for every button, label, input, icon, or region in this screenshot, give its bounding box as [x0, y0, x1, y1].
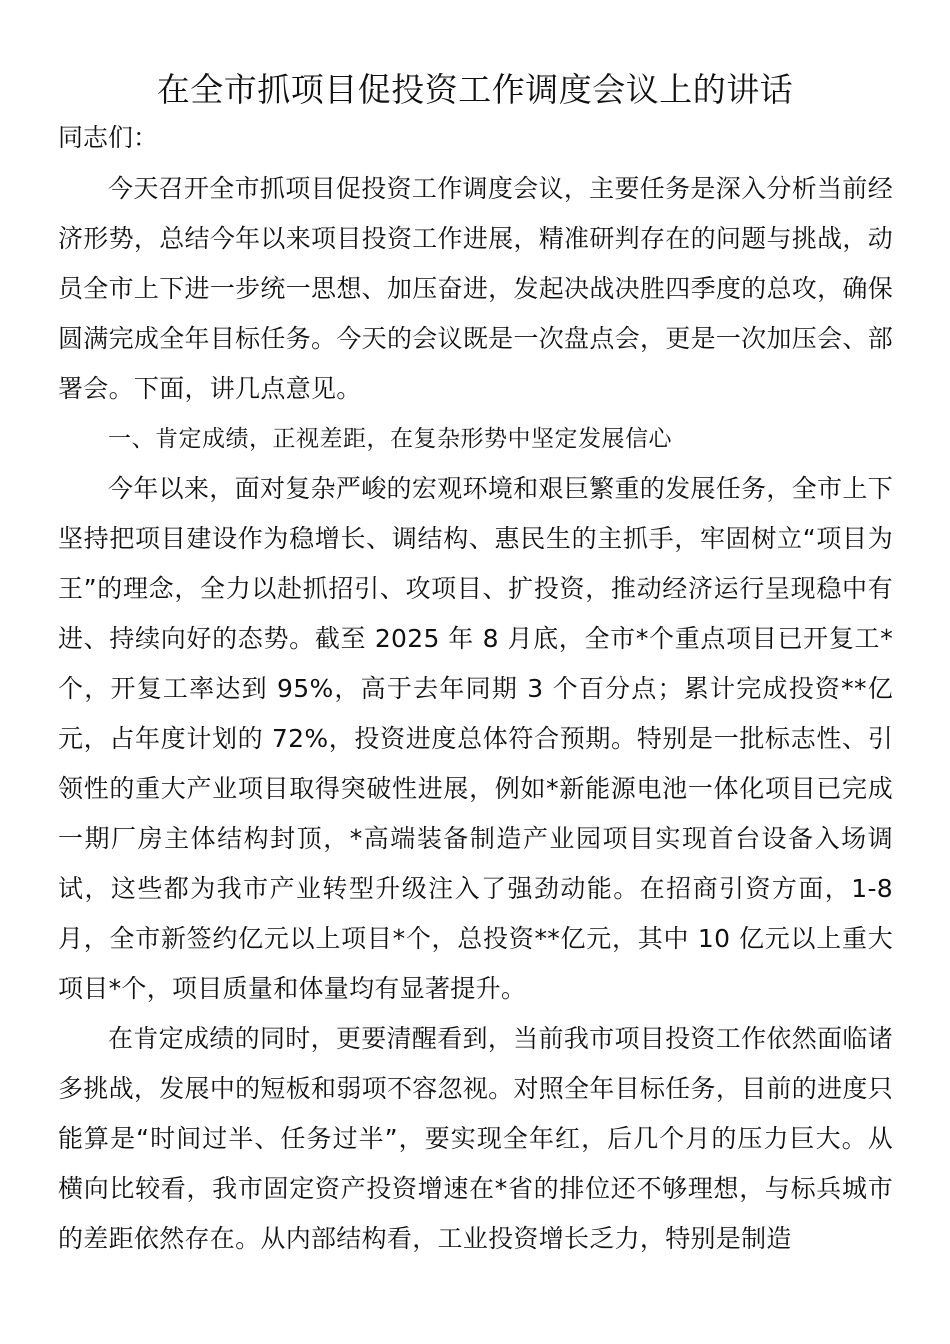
salutation: 同志们： [58, 123, 159, 152]
paragraph-intro: 今天召开全市抓项目促投资工作调度会议，主要任务是深入分析当前经济形势，总结今年以来项目投资工作进展，精准研判存在的问题与挑战，动员全市上下进一步统一思想、加压奋进，发起决战决胜四季度的总攻，确保圆满完成全年目标任务。今天的会议既是一次盘点会，更是一次加压会、部署会。下面，讲几点意见。 [58, 174, 893, 403]
document-body [58, 164, 893, 1264]
document-title: 在全市抓项目促投资工作调度会议上的讲话 [156, 70, 794, 109]
paragraph-challenges: 在肯定成绩的同时，更要清醒看到，当前我市项目投资工作依然面临诸多挑战，发展中的短板和弱项不容忽视。对照全年目标任务，目前的进度只能算是“时间过半、任务过半”，要实现全年红，后几个月的压力巨大。从横向比较看，我市固定资产投资增速在*省的排位还不够理想，与标兵城市的差距依然存在。从内部结构看，工业投资增长乏力，特别是制造 [58, 1024, 893, 1253]
section-heading-1: 一、肯定成绩，正视差距，在复杂形势中坚定发展信心 [108, 426, 672, 452]
paragraph-achievements: 今年以来，面对复杂严峻的宏观环境和艰巨繁重的发展任务，全市上下坚持把项目建设作为稳增长、调结构、惠民生的主抓手，牢固树立“项目为王”的理念，全力以赴抓招引、攻项目、扩投资，推动经济运行呈现稳中有进、持续向好的态势。截至 2025 年 8 月底，全市*个重点项目已开复工*个，开复工率达到 95%，高于去年同期 3 个百分点；累计完成投资**亿元，占年度计划的 72%，投资进度总体符合预期。特别是一批标志性、引领性的重大产业项目取得突破性进展，例如*新能源电池一体化项目已完成一期厂房主体结构封顶，*高端装备制造产业园项目实现首台设备入场调试，这些都为我市产业转型升级注入了强劲动能。在招商引资方面，1-8 月，全市新签约亿元以上项目*个，总投资**亿元，其中 10 亿元以上重大项目*个，项目质量和体量均有显著提升。 [58, 474, 893, 1003]
